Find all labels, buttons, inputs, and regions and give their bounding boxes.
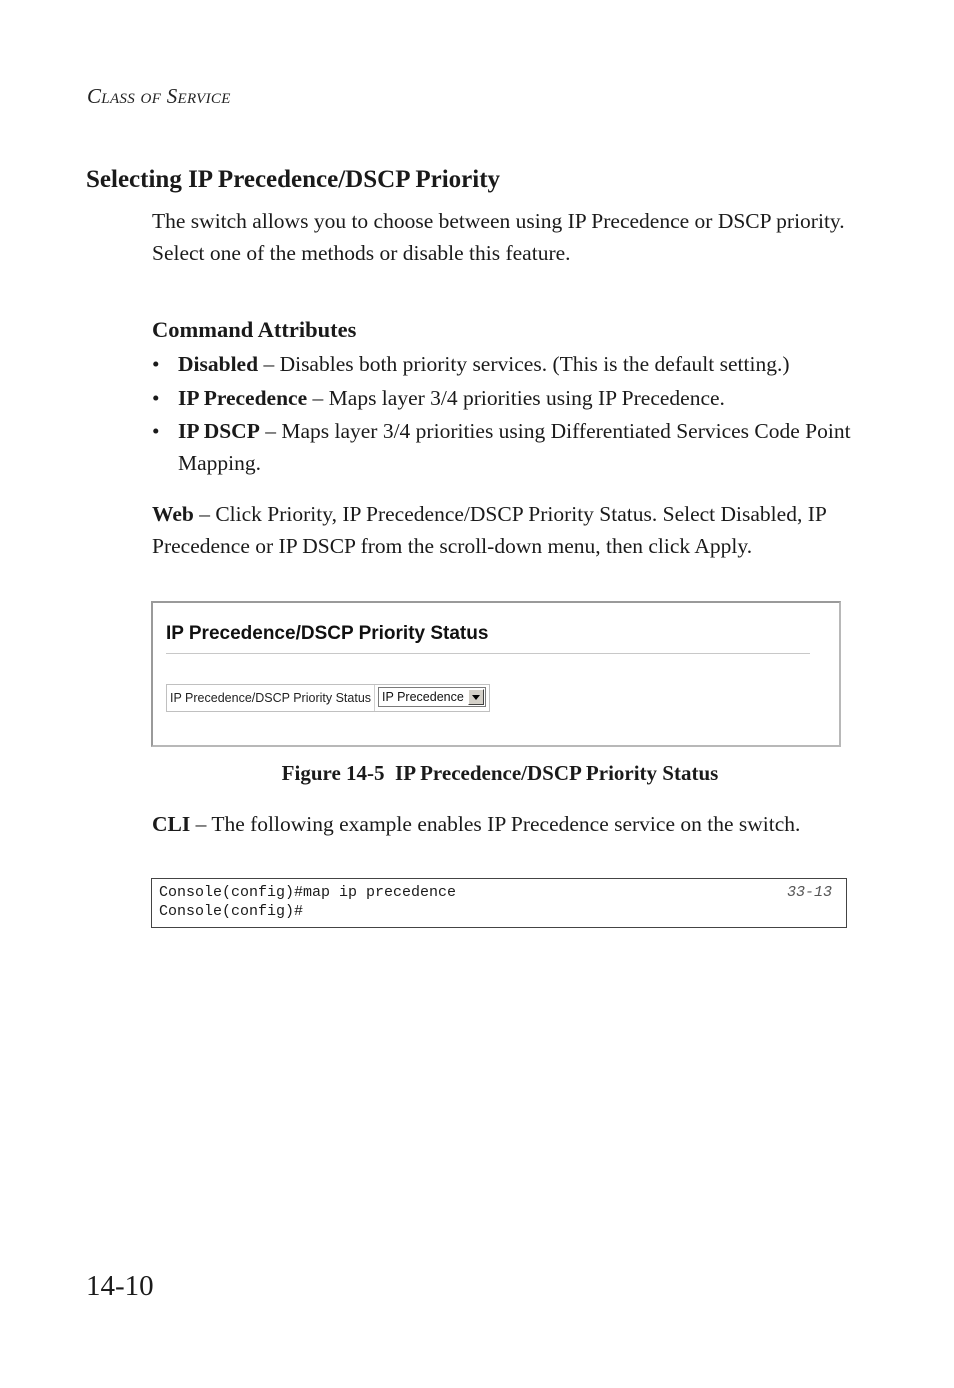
attribute-term: IP DSCP	[178, 419, 260, 443]
web-paragraph	[152, 499, 852, 562]
section-title: Selecting IP Precedence/DSCP Priority	[86, 166, 501, 193]
command-attributes-heading: Command Attributes	[152, 317, 357, 342]
code-line	[159, 902, 839, 921]
cli-section	[152, 809, 842, 841]
caption-title: IP Precedence/DSCP Priority Status	[395, 761, 719, 785]
list-item	[152, 416, 852, 479]
cli-paragraph	[152, 809, 842, 841]
priority-status-label: IP Precedence/DSCP Priority Status	[167, 685, 375, 711]
page-number: 14-10	[86, 1270, 154, 1302]
attribute-term: IP Precedence	[178, 385, 308, 410]
section-body	[152, 206, 852, 562]
attribute-desc: – Maps layer 3/4 priorities using Differentiated Services Code Point Mapping.	[178, 419, 851, 475]
list-item	[152, 349, 852, 381]
intro-paragraph: The switch allows you to choose between using IP Precedence or DSCP priority. Select one of the methods or disable this feature.	[152, 209, 845, 265]
code-command: Console(config)#map ip precedence	[159, 884, 457, 901]
code-command: Console(config)#	[159, 903, 304, 920]
attribute-term: Disabled	[178, 352, 259, 376]
divider	[166, 653, 810, 654]
code-example	[151, 878, 847, 928]
code-line	[159, 883, 839, 902]
caption-number: Figure 14-5	[281, 761, 385, 785]
panel-title: IP Precedence/DSCP Priority Status	[166, 623, 489, 644]
running-header: Class of Service	[87, 84, 231, 108]
priority-status-select[interactable]	[378, 687, 486, 707]
figure-caption	[0, 761, 954, 786]
cli-text: – The following example enables IP Precedence service on the switch.	[190, 812, 801, 836]
chevron-down-icon[interactable]	[468, 689, 484, 705]
figure-screenshot	[151, 601, 841, 747]
attribute-desc: – Maps layer 3/4 priorities using IP Precedence.	[307, 385, 725, 410]
web-label: Web	[152, 502, 194, 526]
command-attributes-list	[152, 349, 852, 479]
settings-row	[166, 684, 490, 712]
code-reference: 33-13	[786, 884, 832, 901]
web-text: – Click Priority, IP Precedence/DSCP Priority Status. Select Disabled, IP Precedence or IP DSCP from the scroll-down menu, then click Apply.	[152, 502, 827, 558]
cli-label: CLI	[152, 812, 191, 836]
code-reference	[832, 902, 839, 921]
list-item	[152, 383, 852, 415]
select-value: IP Precedence	[382, 690, 464, 704]
attribute-desc: – Disables both priority services. (This is the default setting.)	[258, 352, 790, 376]
